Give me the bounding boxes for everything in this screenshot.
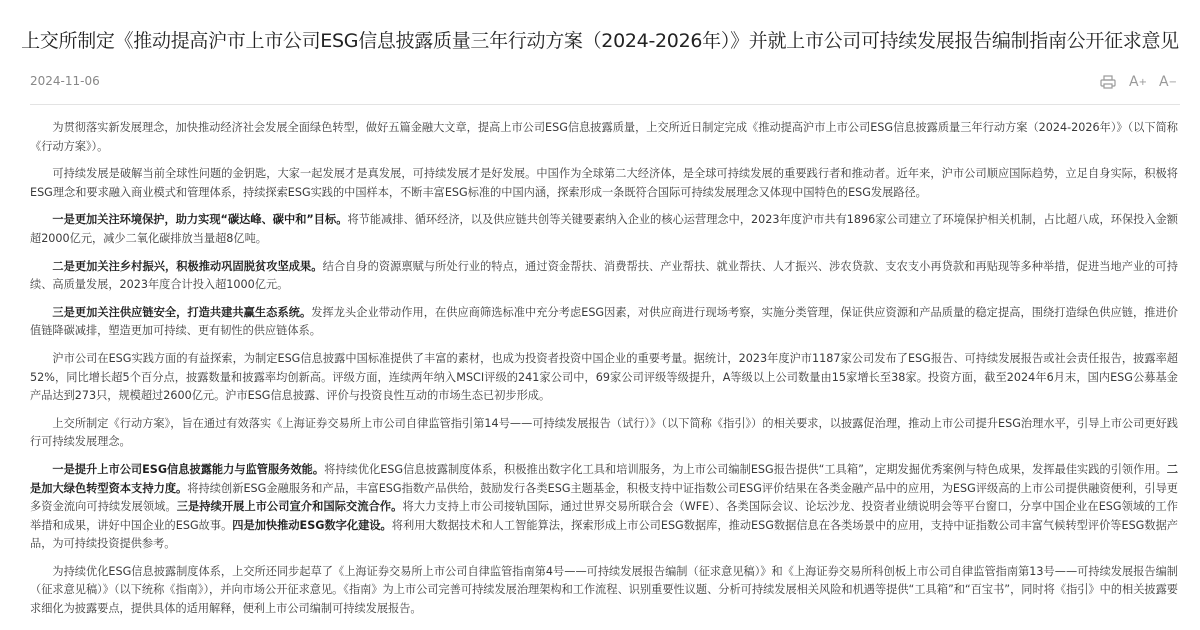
paragraph-lead: 二是更加关注乡村振兴，积极推动巩固脱贫攻坚成果。 (52, 259, 323, 273)
font-increase-button[interactable] (1126, 72, 1150, 92)
paragraph-4 (30, 258, 1178, 295)
paragraph-text: 将持续创新ESG金融服务和产品，丰富ESG指数产品供给，鼓励发行各类ESG主题基金，积极支持中证指数公司ESG评价结果在各类金融产品中的应用，为ESG评级高的上市公司提供融资便利，引导更多资金流向可持续发展领域。 (30, 481, 1178, 514)
paragraph-lead: 二是加大绿色转型资本支持力度。 (30, 462, 1178, 495)
paragraph-text: 发挥龙头企业带动作用，在供应商筛选标准中充分考虑ESG因素，对供应商进行现场考察，实施分类管理，保证供应资源和产品质量的稳定提高，围绕打造绿色供应链，推进价值链降碳减排，塑造更加可持续、更有韧性的供应链体系。 (30, 305, 1178, 338)
page-title: 上交所制定《推动提高沪市上市公司ESG信息披露质量三年行动方案（2024-2026年）》并就上市公司可持续发展报告编制指南公开征求意见 (21, 30, 1179, 52)
paragraph-9 (30, 563, 1178, 619)
paragraph-text: 将利用大数据技术和人工智能算法，探索形成上市公司ESG数据库，推动ESG数据信息在各类场景中的应用，支持中证指数公司丰富气候转型评价等ESG数据产品，为可持续投资提供参考。 (30, 518, 1178, 551)
print-icon[interactable] (1096, 72, 1120, 92)
paragraph-text: 将节能减排、循环经济，以及供应链共创等关键要素纳入企业的核心运营理念中，2023年度沪市共有1896家公司建立了环境保护相关机制，占比超八成，环保投入金额超2000亿元，减少二氧化碳排放当量超8亿吨。 (30, 213, 1178, 245)
paragraph-2 (30, 165, 1178, 202)
paragraph-text: 上交所制定《行动方案》，旨在通过有效落实《上海证券交易所上市公司自律监管指引第14号——可持续发展报告（试行）》（以下简称《指引》）的相关要求，以披露促治理，推动上市公司提升ESG治理水平，引导上市公司更好践行可持续发展理念。 (30, 416, 1178, 449)
paragraph-7 (30, 415, 1178, 452)
minus-icon: − (1168, 76, 1177, 88)
paragraph-lead: 四是加快推动ESG数字化建设。 (232, 518, 392, 532)
divider (30, 104, 1180, 105)
font-decrease-button[interactable] (1156, 72, 1180, 92)
paragraph-5 (30, 304, 1178, 341)
paragraph-text: 将大力支持上市公司接轨国际，通过世界交易所联合会（WFE）、各类国际会议、论坛沙龙、投资者业绩说明会等平台窗口，分享中国企业在ESG领域的工作举措和成果，讲好中国企业的ESG故事。 (30, 500, 1178, 532)
paragraph-text: 为持续优化ESG信息披露制度体系，上交所还同步起草了《上海证券交易所上市公司自律监管指南第4号——可持续发展报告编制（征求意见稿）》和《上海证券交易所科创板上市公司自律监管指南第13号——可持续发展报告编制（征求意见稿）》（以下统称《指南》），并向市场公开征求意见。《指南》为上市公司完善可持续发展治理架构和工作流程、识别重要性议题、分析可持续发展相关风险和机遇等提供“工具箱”和“百宝书”，同时将《指引》中的相关披露要求细化为披露要点，提供具体的适用解释，便利上市公司编制可持续发展报告。 (30, 564, 1178, 616)
paragraph-text: 将持续优化ESG信息披露制度体系，积极推出数字化工具和培训服务，为上市公司编制ESG报告提供“工具箱”，定期发掘优秀案例与特色成果，发挥最佳实践的引领作用。 (324, 462, 1167, 476)
print-icon-graphic (1100, 75, 1116, 89)
paragraph-text: 为贯彻落实新发展理念，加快推动经济社会发展全面绿色转型，做好五篇金融大文章，提高上市公司ESG信息披露质量，上交所近日制定完成《推动提高沪市上市公司ESG信息披露质量三年行动方案（2024-2026年）》（以下简称《行动方案》）。 (30, 121, 1178, 153)
paragraph-lead: 一是提升上市公司ESG信息披露能力与监管服务效能。 (52, 462, 325, 476)
paragraph-6 (30, 350, 1178, 406)
font-increase-label: A (1129, 74, 1139, 90)
article-meta (30, 74, 1180, 94)
paragraph-text: 可持续发展是破解当前全球性问题的金钥匙，大家一起发展才是真发展，可持续发展才是好发展。中国作为全球第二大经济体，是全球可持续发展的重要践行者和推动者。近年来，沪市公司顺应国际趋势，立足自身实际，积极将ESG理念和要求融入商业模式和管理体系，持续探索ESG实践的中国样本，不断丰富ESG标准的中国内涵，探索形成一条既符合国际可持续发展理念又体现中国特色的ESG发展路径。 (30, 167, 1178, 199)
paragraph-lead: 三是持续开展上市公司宣介和国际交流合作。 (176, 500, 403, 514)
paragraph-3 (30, 211, 1178, 248)
paragraph-text: 结合自身的资源禀赋与所处行业的特点，通过资金帮扶、消费帮扶、产业帮扶、就业帮扶、人才振兴、涉农贷款、支农支小再贷款和再贴现等多种举措，促进当地产业的可持续、高质量发展，2023年度合计投入超1000亿元。 (30, 259, 1178, 292)
article-body (30, 119, 1178, 628)
article-tools (1090, 72, 1180, 92)
publish-date: 2024-11-06 (30, 74, 100, 88)
font-decrease-label: A (1159, 74, 1169, 90)
paragraph-lead: 三是更加关注供应链安全，打造共建共赢生态系统。 (52, 305, 312, 319)
paragraph-8 (30, 461, 1178, 554)
paragraph-lead: 一是更加关注环境保护，助力实现“碳达峰、碳中和”目标。 (52, 213, 348, 227)
plus-icon: + (1138, 76, 1147, 88)
paragraph-text: 沪市公司在ESG实践方面的有益探索，为制定ESG信息披露中国标准提供了丰富的素材，也成为投资者投资中国企业的重要考量。据统计，2023年度沪市1187家公司发布了ESG报告、可持续发展报告或社会责任报告，披露率超52%，同比增长超5个百分点，披露数量和披露率均创新高。评级方面，连续两年纳入MSCI评级的241家公司中，69家公司评级等级提升，A等级以上公司数量由15家增长至38家。投资方面，截至2024年6月末，国内ESG公募基金产品达到273只，规模超过2600亿元。沪市ESG信息披露、评价与投资良性互动的市场生态已初步形成。 (30, 351, 1178, 403)
paragraph-1 (30, 119, 1178, 156)
